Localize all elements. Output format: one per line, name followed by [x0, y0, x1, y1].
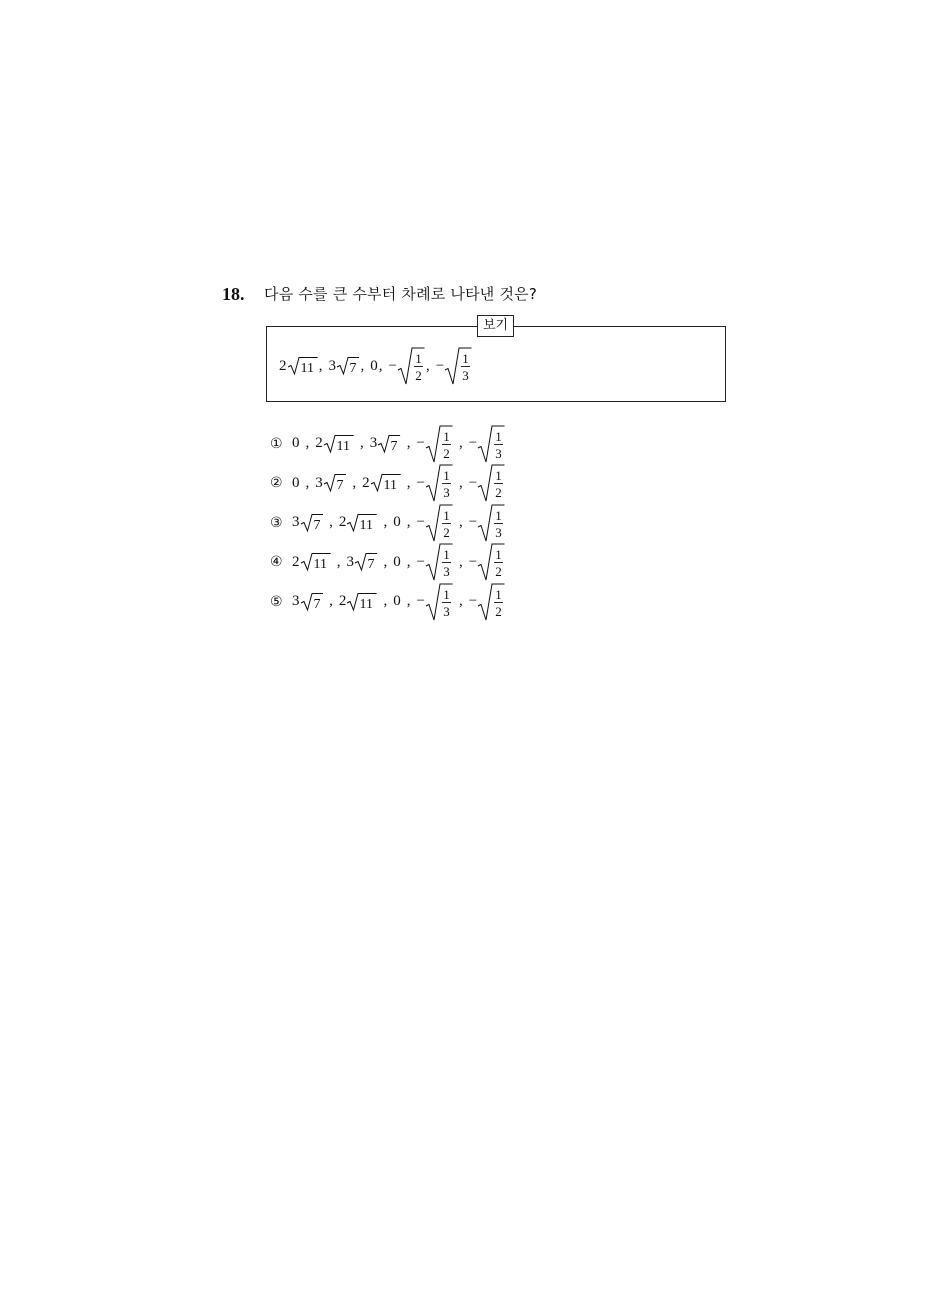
option-1[interactable]	[270, 424, 505, 464]
math-term	[370, 433, 401, 455]
coefficient: 3	[315, 474, 323, 491]
math-term	[370, 358, 378, 375]
math-term	[469, 463, 505, 503]
separator-comma: ,	[359, 435, 364, 452]
math-term	[292, 435, 300, 452]
math-term	[279, 355, 318, 377]
sqrt-fraction	[425, 582, 453, 622]
sqrt-symbol	[300, 512, 324, 534]
math-term	[292, 475, 300, 492]
math-term	[417, 463, 453, 503]
radicand: 11	[336, 438, 350, 454]
math-term	[339, 591, 378, 613]
math-term	[346, 551, 377, 573]
separator-comma: ,	[383, 593, 388, 610]
sqrt-symbol	[300, 591, 324, 613]
numerator: 1	[443, 507, 450, 523]
bogi-box	[266, 318, 726, 402]
coefficient: 3	[292, 593, 300, 610]
separator-comma: ,	[383, 514, 388, 531]
option-5[interactable]	[270, 582, 505, 622]
radicand: 7	[349, 361, 357, 376]
denominator: 3	[495, 445, 502, 461]
math-term	[393, 593, 401, 610]
coefficient: 3	[369, 435, 378, 452]
minus-sign: −	[416, 553, 425, 570]
denominator: 3	[462, 368, 469, 383]
sqrt-fraction	[425, 424, 453, 464]
math-term	[362, 472, 401, 494]
sqrt-fraction	[444, 346, 472, 386]
sqrt-fraction	[425, 463, 453, 503]
separator-comma: ,	[329, 514, 333, 531]
answer-options	[270, 424, 505, 622]
number-value: 0	[370, 357, 378, 374]
sqrt-fraction	[425, 503, 453, 543]
denominator: 3	[495, 524, 502, 540]
minus-sign: −	[468, 435, 478, 452]
separator-comma: ,	[406, 435, 411, 452]
separator-comma: ,	[406, 514, 411, 531]
minus-sign: −	[468, 514, 478, 531]
minus-sign: −	[388, 357, 397, 374]
separator-comma: ,	[459, 474, 463, 491]
separator-comma: ,	[305, 474, 310, 491]
separator-comma: ,	[459, 435, 463, 452]
separator-comma: ,	[459, 553, 463, 570]
option-marker: ①	[270, 435, 283, 452]
math-term	[417, 503, 453, 543]
coefficient: 2	[279, 357, 287, 374]
sqrt-symbol	[377, 433, 401, 455]
separator-comma: ,	[406, 593, 411, 610]
numerator: 1	[495, 507, 502, 523]
sqrt-fraction	[425, 542, 453, 582]
sqrt-fraction	[477, 503, 505, 543]
radicand: 7	[390, 438, 398, 454]
numerator: 1	[443, 428, 450, 444]
numerator: 1	[415, 351, 422, 366]
math-term	[292, 591, 323, 613]
denominator: 2	[415, 368, 422, 383]
numerator: 1	[443, 547, 450, 563]
separator-comma: ,	[318, 357, 323, 374]
numerator: 1	[443, 468, 450, 484]
coefficient: 2	[338, 593, 347, 610]
denominator: 3	[443, 485, 450, 501]
radicand: 11	[313, 557, 327, 573]
coefficient: 2	[362, 474, 370, 491]
option-2[interactable]	[270, 464, 505, 504]
math-term	[315, 433, 354, 455]
math-term	[393, 514, 401, 531]
question-text: 다음 수를 큰 수부터 차례로 나타낸 것은?	[264, 285, 538, 303]
numerator: 1	[495, 428, 502, 444]
minus-sign: −	[416, 474, 425, 491]
minus-sign: −	[468, 553, 478, 570]
sqrt-symbol	[370, 472, 401, 494]
option-3[interactable]	[270, 503, 505, 543]
denominator: 3	[443, 603, 450, 619]
option-4[interactable]	[270, 543, 505, 583]
radicand: 11	[359, 517, 374, 533]
radicand: 7	[313, 596, 320, 612]
denominator: 2	[495, 485, 502, 501]
minus-sign: −	[468, 474, 478, 491]
sqrt-symbol	[336, 355, 360, 377]
sqrt-fraction	[477, 582, 505, 622]
denominator: 2	[495, 564, 502, 580]
number-value: 0	[292, 435, 300, 452]
coefficient: 3	[292, 514, 300, 531]
sqrt-fraction	[477, 542, 505, 582]
minus-sign: −	[435, 357, 445, 374]
numerator: 1	[443, 586, 450, 602]
math-term	[417, 582, 453, 622]
math-term	[417, 424, 453, 464]
radicand: 11	[359, 596, 374, 612]
sqrt-symbol	[346, 512, 377, 534]
bogi-expression	[279, 346, 472, 386]
sqrt-fraction	[477, 424, 505, 464]
separator-comma: ,	[406, 553, 411, 570]
denominator: 2	[443, 524, 450, 540]
separator-comma: ,	[360, 357, 365, 374]
option-marker: ④	[270, 554, 283, 571]
separator-comma: ,	[329, 593, 333, 610]
denominator: 3	[443, 564, 450, 580]
minus-sign: −	[416, 435, 425, 452]
math-term	[469, 424, 505, 464]
sqrt-symbol	[287, 355, 318, 377]
math-term	[292, 512, 323, 534]
radicand: 7	[313, 517, 320, 533]
numerator: 1	[495, 468, 502, 484]
numerator: 1	[495, 547, 502, 563]
separator-comma: ,	[378, 357, 383, 374]
option-marker: ②	[270, 475, 283, 492]
coefficient: 3	[328, 357, 336, 374]
sqrt-symbol	[323, 472, 347, 494]
separator-comma: ,	[459, 593, 463, 610]
minus-sign: −	[416, 514, 425, 531]
math-term	[417, 542, 453, 582]
denominator: 2	[443, 445, 450, 461]
sqrt-fraction	[397, 346, 425, 386]
numerator: 1	[495, 586, 502, 602]
radicand: 11	[300, 361, 314, 376]
radicand: 7	[336, 478, 344, 494]
sqrt-symbol	[300, 551, 331, 573]
number-value: 0	[393, 553, 401, 570]
math-term	[315, 472, 346, 494]
math-term	[393, 554, 401, 571]
numerator: 1	[462, 351, 469, 366]
number-value: 0	[393, 514, 401, 531]
sqrt-symbol	[323, 433, 354, 455]
sqrt-symbol	[354, 551, 378, 573]
coefficient: 2	[292, 553, 300, 570]
math-term	[328, 355, 359, 377]
coefficient: 2	[315, 435, 323, 452]
separator-comma: ,	[352, 474, 357, 491]
number-value: 0	[393, 593, 401, 610]
separator-comma: ,	[336, 553, 341, 570]
minus-sign: −	[468, 593, 478, 610]
option-marker: ⑤	[270, 593, 283, 610]
question-number: 18.	[222, 284, 245, 304]
number-value: 0	[292, 474, 300, 491]
radicand: 11	[383, 478, 397, 494]
math-term	[436, 346, 472, 386]
separator-comma: ,	[383, 553, 388, 570]
math-term	[469, 542, 505, 582]
coefficient: 3	[346, 553, 354, 570]
separator-comma: ,	[305, 435, 310, 452]
option-marker: ③	[270, 514, 283, 531]
separator-comma: ,	[406, 474, 411, 491]
separator-comma: ,	[426, 357, 430, 374]
math-term	[469, 582, 505, 622]
sqrt-symbol	[346, 591, 377, 613]
math-term	[469, 503, 505, 543]
coefficient: 2	[338, 514, 347, 531]
math-term	[339, 512, 378, 534]
minus-sign: −	[416, 593, 425, 610]
math-term	[292, 551, 331, 573]
sqrt-fraction	[477, 463, 505, 503]
radicand: 7	[367, 557, 375, 573]
denominator: 2	[495, 603, 502, 619]
math-term	[389, 346, 425, 386]
bogi-label: 보기	[477, 315, 514, 337]
separator-comma: ,	[459, 514, 463, 531]
